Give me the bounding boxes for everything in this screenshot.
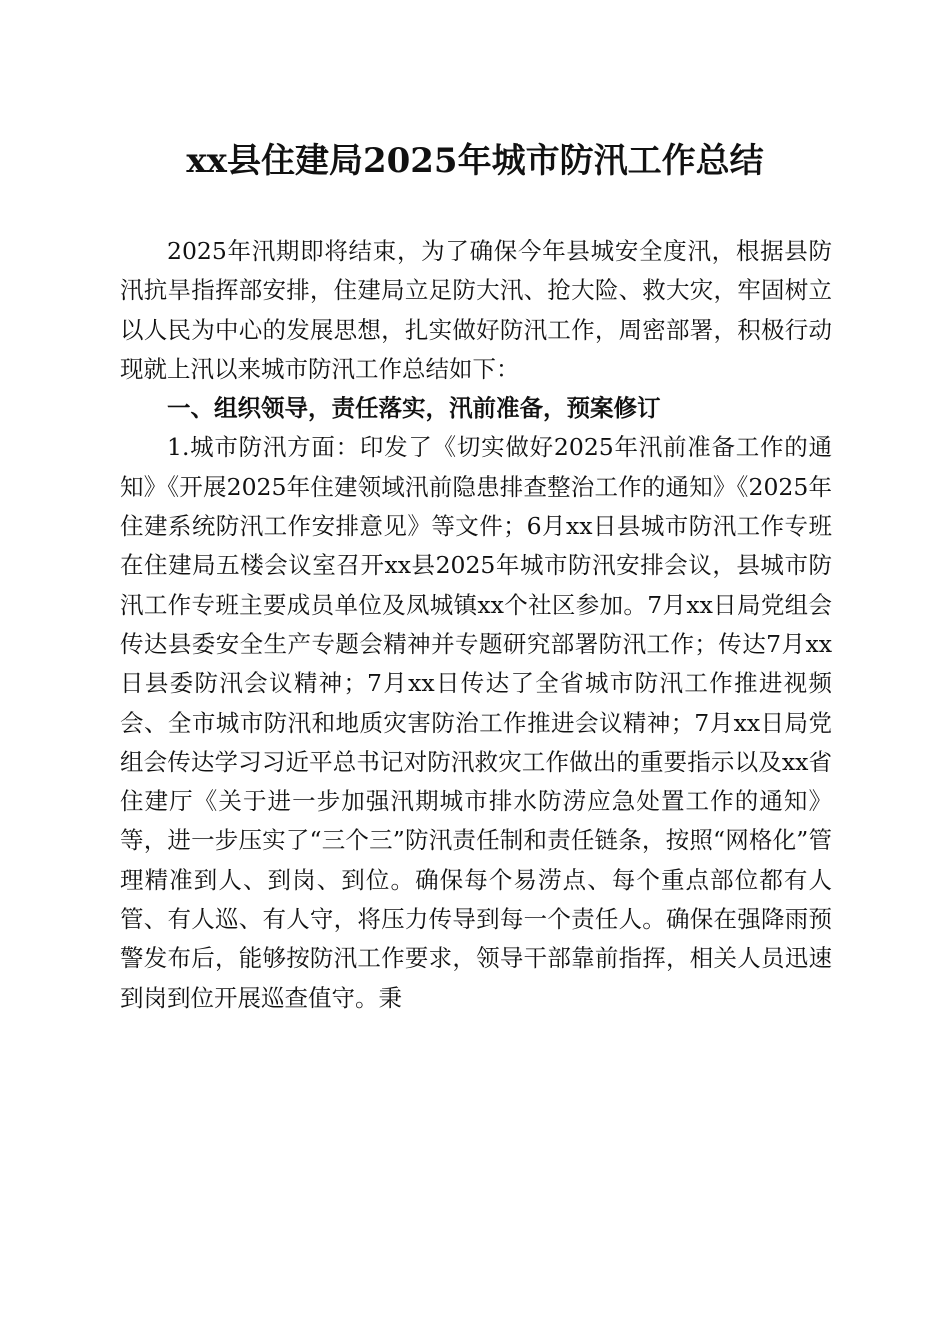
intro-paragraph: 2025年汛期即将结束，为了确保今年县城安全度汛，根据县防汛抗旱指挥部安排，住建局立足防大汛、抢大险、救大灾，牢固树立以人民为中心的发展思想，扎实做好防汛工作，周密部署，积极行动现就上汛以来城市防汛工作总结如下： — [120, 237, 832, 383]
section-paragraph: 1.城市防汛方面：印发了《切实做好2025年汛前准备工作的通知》《开展2025年住建领域汛前隐患排查整治工作的通知》《2025年住建系统防汛工作安排意见》等文件；6月xx日县城市防汛工作专班在住建局五楼会议室召开xx县2025年城市防汛安排会议，县城市防汛工作专班主要成员单位及凤城镇xx个社区参加。7月xx日局党组会传达县委安全生产专题会精神并专题研究部署防汛工作；传达7月xx日县委防汛会议精神；7月xx日传达了全省城市防汛工作推进视频会、全市城市防汛和地质灾害防治工作推进会议精神；7月xx日局党组会传达学习习近平总书记对防汛救灾工作做出的重要指示以及xx省住建厅《关于进一步加强汛期城市排水防涝应急处置工作的通知》等，进一步压实了“三个三”防汛责任制和责任链条，按照“网格化”管理精准到人、到岗、到位。确保每个易涝点、每个重点部位都有人管、有人巡、有人守，将压力传导到每一个责任人。确保在强降雨预警发布后，能够按防汛工作要求，领导干部靠前指挥，相关人员迅速到岗到位开展巡查值守。秉 — [120, 433, 832, 1012]
document-body — [120, 232, 832, 1018]
section-heading: 一、组织领导，责任落实，汛前准备，预案修订 — [167, 394, 661, 423]
document-title: xx县住建局2025年城市防汛工作总结 — [186, 141, 764, 181]
